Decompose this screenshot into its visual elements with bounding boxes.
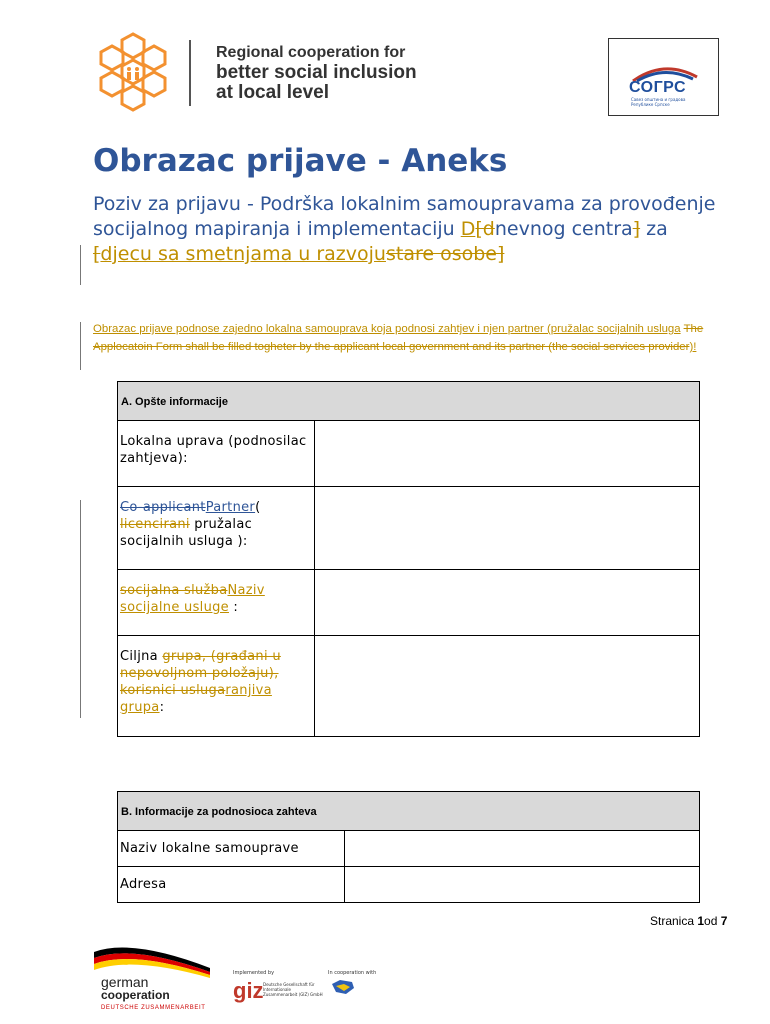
page-counter — [650, 914, 727, 928]
sogrs-logo-subtext: Савез општина и градова Републике Српске — [631, 97, 686, 107]
partner-label-text: pružalac socijalnih usluga ): — [120, 517, 253, 549]
change-bar — [80, 500, 81, 718]
giz-logo-text: Deutsche Gesellschaft für Internationale Zusammenarbeit (GIZ) GmbH — [263, 982, 323, 997]
intro-end: )! — [689, 341, 697, 353]
target-group-field[interactable] — [315, 636, 700, 737]
target-group-deletion: grupa, (građani u nepovoljnom položaju), korisnici usluga — [120, 649, 281, 698]
page-subtitle — [93, 192, 723, 267]
subtitle-deletion: [d — [475, 218, 495, 240]
subtitle-deletion: stare osobe] — [385, 243, 505, 265]
change-bar — [80, 245, 81, 285]
partner-label — [118, 487, 315, 570]
change-bar — [80, 322, 81, 370]
logo-line-2: better social inclusion — [216, 62, 417, 83]
partner-insertion: Partner — [205, 500, 256, 515]
german-flag-swoosh-icon — [92, 938, 212, 978]
logo-line-3: at local level — [216, 82, 330, 103]
service-insertion: Naziv socijalne usluge — [120, 583, 265, 615]
applicant-info-table — [117, 791, 700, 903]
german-cooperation-line-2: cooperation — [101, 988, 170, 1002]
page-counter-of: od — [704, 914, 721, 928]
german-cooperation-line-3: DEUTSCHE ZUSAMMENARBEIT — [101, 1005, 206, 1011]
municipality-name-label: Naziv lokalne samouprave — [118, 831, 345, 867]
service-name-label — [118, 570, 315, 636]
page-counter-total: 7 — [720, 914, 728, 928]
subtitle-part: Poziv za prijavu - Podrška lokalnim samoupravama za provođenje socijalnog mapiranja i implementaciju — [93, 193, 716, 240]
address-label: Adresa — [118, 867, 345, 903]
service-deletion: socijalna služba — [120, 583, 228, 598]
target-group-label — [118, 636, 315, 737]
subtitle-part: za — [640, 218, 668, 240]
page-counter-prefix: Stranica — [650, 914, 698, 928]
local-government-field[interactable] — [315, 421, 700, 487]
logo-line-1: Regional cooperation for — [216, 44, 406, 61]
sogrs-logo-text: СОГРС — [629, 79, 686, 96]
giz-logo: giz — [233, 978, 264, 1003]
page-counter-current: 1 — [697, 914, 705, 928]
target-group-text: Ciljna — [120, 649, 163, 664]
german-cooperation-logo — [101, 976, 205, 1015]
german-cooperation-line-1: german — [101, 974, 149, 990]
local-government-label: Lokalna uprava (podnosilac zahtjeva): — [118, 421, 315, 487]
municipality-name-field[interactable] — [345, 831, 700, 867]
cooperation-label: In cooperation with — [328, 970, 377, 976]
implemented-by-label: Implemented by — [233, 970, 275, 976]
section-a-heading: A. Opšte informacije — [118, 382, 700, 421]
partner-field[interactable] — [315, 487, 700, 570]
subtitle-deletion: [ — [93, 243, 101, 265]
target-group-end: : — [159, 700, 165, 715]
service-name-field[interactable] — [315, 570, 700, 636]
partner-deletion: Co-applicant — [120, 500, 206, 515]
subtitle-deletion: ] — [632, 218, 641, 240]
bih-map-icon — [330, 978, 356, 996]
partner-deletion-2: licencirani — [120, 517, 190, 532]
general-info-table — [117, 381, 700, 737]
intro-insertion: Obrazac prijave podnose zajedno lokalna samouprava koja podnosi zahtjev i njen partner (pružalac socijalnih usluga — [93, 323, 681, 335]
partner-label-text: ( — [255, 500, 261, 515]
subtitle-part: nevnog centra — [494, 218, 633, 240]
target-group-insertion: ranjiva grupa — [120, 683, 272, 715]
sogrs-logo-box — [608, 38, 719, 116]
intro-deletion: The Applocatoin Form shall be filled togheter by the applicant local government and its partner (the social services provider — [93, 323, 704, 353]
service-label-end: : — [228, 600, 239, 615]
logo-divider — [189, 40, 191, 106]
subtitle-insertion: D — [460, 218, 476, 240]
regional-cooperation-wordmark — [216, 43, 506, 103]
address-field[interactable] — [345, 867, 700, 903]
page-title: Obrazac prijave - Aneks — [93, 143, 508, 179]
regional-cooperation-hex-logo — [92, 32, 174, 116]
intro-paragraph — [93, 320, 729, 356]
section-b-heading: B. Informacije za podnosioca zahteva — [118, 792, 700, 831]
subtitle-insertion: djecu sa smetnjama u razvoju — [100, 243, 386, 265]
